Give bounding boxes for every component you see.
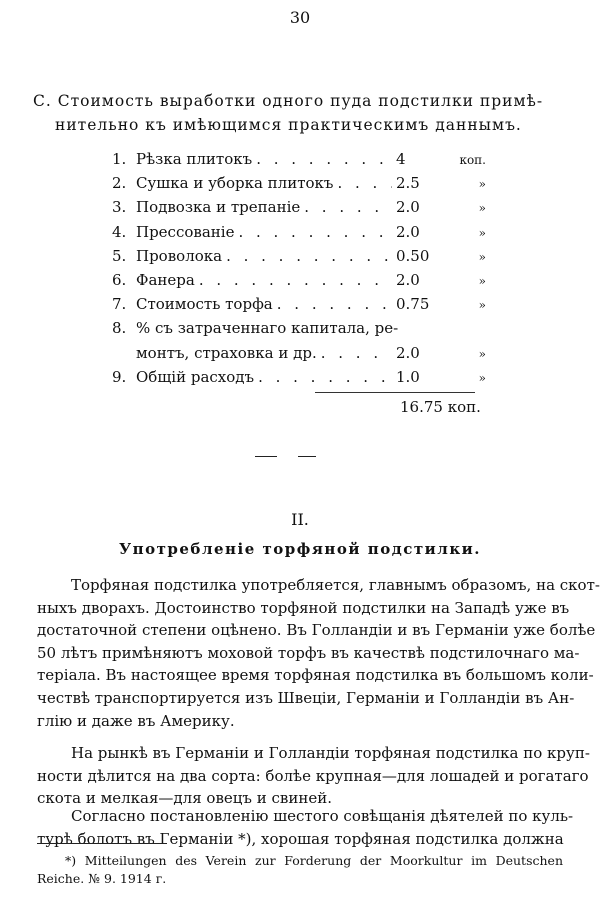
- cost-item-value: 2.5: [396, 174, 420, 193]
- footnote-line: Reiche. № 9. 1914 г.: [37, 871, 167, 886]
- cost-row: [112, 368, 492, 390]
- paragraph-line: теріала. Въ настоящее время торфяная подстилка въ большомъ коли-: [37, 666, 594, 685]
- cost-row: [112, 174, 492, 196]
- paragraph-line: чествѣ транспортируется изъ Швеціи, Германіи и Голландіи въ Ан-: [37, 688, 575, 707]
- cost-row: [112, 198, 492, 220]
- cost-item-value: 2.0: [396, 222, 420, 241]
- dot-leader: [337, 174, 392, 192]
- section-c-title-line1: С. Стоимость выработки одного пуда подстилки примѣ-: [33, 92, 544, 110]
- dot-leader: [226, 247, 392, 265]
- cost-item-label: Рѣзка плитокъ: [136, 150, 253, 168]
- cost-item-unit: »: [478, 249, 486, 264]
- cost-item-unit: »: [478, 274, 486, 288]
- cost-item-label: Сушка и уборка плитокъ: [136, 174, 334, 193]
- paragraph-line: На рынкѣ въ Германіи и Голландіи торфяная подстилка по круп-: [71, 744, 590, 762]
- dot-leader: [199, 271, 392, 289]
- cost-item-unit: »: [478, 370, 486, 385]
- cost-item-label: Стоимость торфа: [136, 295, 273, 314]
- paragraph-line: ныхъ дворахъ. Достоинство торфяной подстилки на Западѣ уже въ: [37, 598, 570, 617]
- separator-dash-left: [255, 456, 277, 457]
- cost-item-number: 4.: [112, 222, 127, 241]
- cost-item-number: 1.: [112, 150, 127, 168]
- cost-item-unit: »: [478, 298, 486, 313]
- cost-row: [112, 344, 492, 366]
- cost-item-unit: »: [478, 177, 486, 192]
- paragraph-line: Согласно постановленію шестого совѣщанія дѣятелей по куль-: [71, 807, 574, 825]
- chapter-number: II.: [291, 510, 309, 529]
- chapter-heading: Употребленіе торфяной подстилки.: [118, 540, 482, 558]
- paragraph-line: 50 лѣтъ примѣняютъ моховой торфъ въ качествѣ подстилочнаго ма-: [37, 643, 580, 662]
- cost-item-value: 0.75: [396, 295, 430, 314]
- cost-item-number: 2.: [112, 174, 127, 193]
- cost-item-unit: »: [478, 201, 486, 216]
- cost-item-label: Общій расходъ: [136, 367, 255, 386]
- cost-item-number: 5.: [112, 246, 127, 265]
- cost-item-value: 2.0: [396, 198, 420, 217]
- cost-item-label: Проволока: [136, 246, 223, 265]
- footnote-rule: [37, 843, 167, 844]
- total-value: 16.75 коп.: [400, 398, 481, 416]
- cost-item-label: Фанера: [136, 271, 195, 289]
- cost-row: [112, 271, 492, 293]
- dot-leader: [256, 150, 392, 168]
- cost-row: [112, 247, 492, 269]
- cost-row: [112, 150, 492, 172]
- paragraph-2: [37, 742, 590, 810]
- dot-leader: [238, 223, 392, 241]
- paragraph-1: [37, 574, 600, 732]
- cost-item-value: 1.0: [396, 367, 420, 386]
- paragraph-line: достаточной степени оцѣнено. Въ Голландіи и въ Германіи уже болѣе: [37, 621, 596, 640]
- cost-item-value: 2.0: [396, 271, 420, 289]
- cost-item-number: 7.: [112, 295, 127, 314]
- separator-dash-right: [298, 456, 316, 457]
- cost-item-label: % съ затраченнаго капитала, ре-: [136, 319, 399, 338]
- cost-row: [112, 223, 492, 245]
- cost-item-number: 6.: [112, 271, 127, 289]
- cost-item-unit: »: [478, 225, 486, 240]
- cost-item-label: Подвозка и трепаніе: [136, 198, 301, 217]
- section-c-title-line2: нительно къ имѣющимся практическимъ даннымъ.: [55, 116, 522, 134]
- cost-item-number: 8.: [112, 319, 127, 338]
- dot-leader: [277, 295, 392, 313]
- cost-item-label: Прессованіе: [136, 222, 235, 241]
- cost-table: [112, 150, 492, 390]
- cost-row: [112, 319, 492, 341]
- footnote: [37, 852, 563, 888]
- cost-item-value: 2.0: [396, 343, 420, 362]
- cost-item-number: 3.: [112, 198, 127, 217]
- total-rule: [315, 392, 475, 393]
- page-number: 30: [289, 8, 311, 27]
- dot-leader: [258, 368, 392, 386]
- cost-item-value: 4: [396, 150, 406, 168]
- paragraph-line: Торфяная подстилка употребляется, главнымъ образомъ, на скот-: [71, 576, 600, 594]
- footnote-line: *) Mitteilungen des Verein zur Forderung der Moorkultur im Deutschen: [65, 853, 563, 868]
- dot-leader: [304, 198, 392, 216]
- cost-item-unit: коп.: [459, 153, 486, 167]
- cost-item-label: монтъ, страховка и др.: [136, 343, 317, 362]
- paragraph-line: скота и мелкая—для овецъ и свиней.: [37, 789, 332, 808]
- dot-leader: [321, 344, 392, 362]
- cost-item-unit: »: [478, 346, 486, 361]
- paragraph-line: турѣ болотъ въ Германіи *), хорошая торфяная подстилка должна: [37, 829, 564, 848]
- cost-row: [112, 295, 492, 317]
- paragraph-line: глію и даже въ Америку.: [37, 711, 235, 730]
- cost-item-number: 9.: [112, 367, 127, 386]
- paragraph-line: ности дѣлится на два сорта: болѣе крупная—для лошадей и рогатаго: [37, 766, 589, 785]
- cost-item-value: 0.50: [396, 246, 430, 265]
